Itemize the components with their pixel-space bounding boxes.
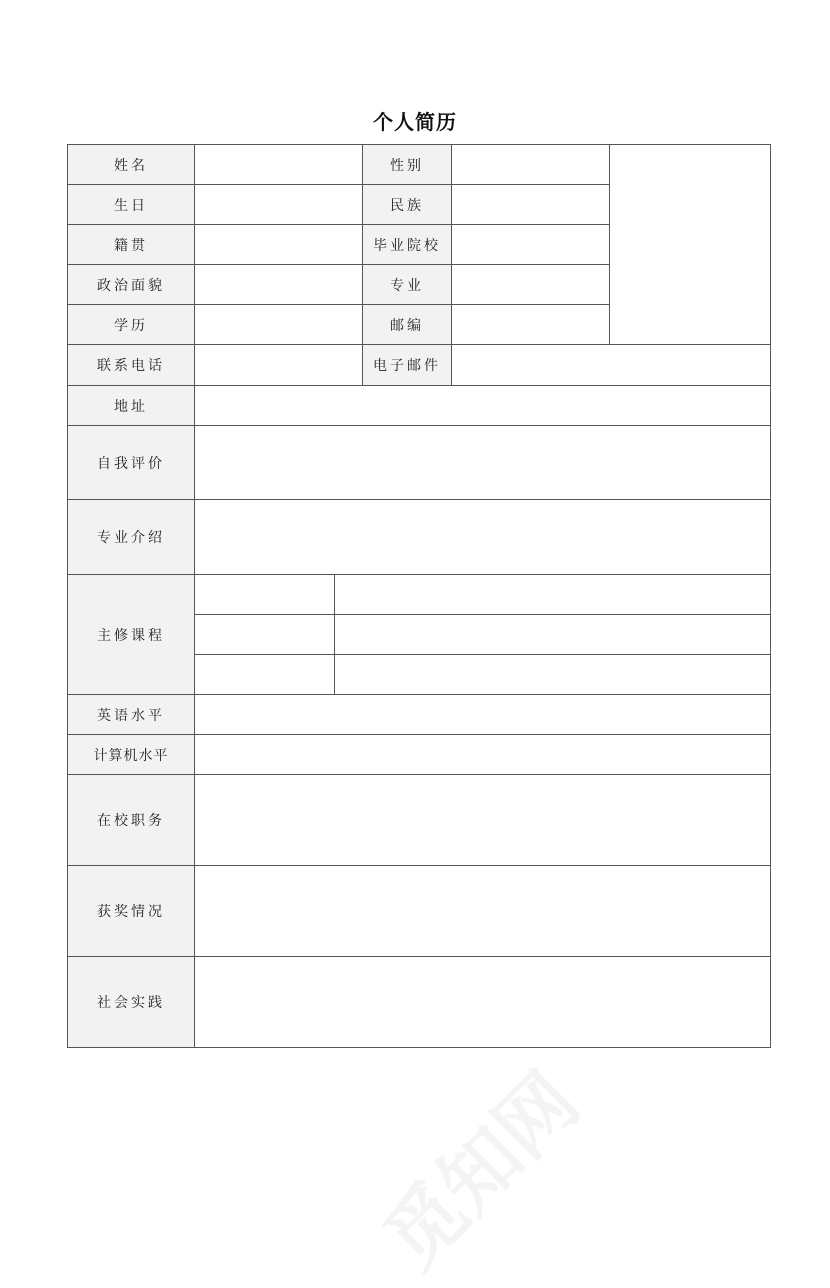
label-campus-positions: 在校职务 [68,775,195,866]
education-field[interactable] [195,305,363,345]
computer-level-field[interactable] [195,735,771,775]
label-graduate-school: 毕业院校 [363,225,452,265]
label-english-level: 英语水平 [68,695,195,735]
resume-title: 个人简历 [373,110,457,134]
label-ethnicity: 民族 [363,185,452,225]
resume-form-table [67,144,771,1048]
label-birthday: 生日 [68,185,195,225]
english-level-field[interactable] [195,695,771,735]
label-education: 学历 [68,305,195,345]
label-main-courses: 主修课程 [68,575,195,695]
label-self-evaluation: 自我评价 [68,426,195,500]
label-gender: 性别 [363,145,452,185]
address-field[interactable] [195,386,771,426]
label-major: 专业 [363,265,452,305]
course-name-field-2[interactable] [195,615,335,655]
self-evaluation-field[interactable] [195,426,771,500]
awards-field[interactable] [195,866,771,957]
label-social-practice: 社会实践 [68,957,195,1048]
native-place-field[interactable] [195,225,363,265]
course-name-field-3[interactable] [195,655,335,695]
photo-box[interactable] [610,145,771,345]
major-field[interactable] [452,265,610,305]
birthday-field[interactable] [195,185,363,225]
label-email: 电子邮件 [363,345,452,386]
campus-positions-field[interactable] [195,775,771,866]
label-name: 姓名 [68,145,195,185]
label-postcode: 邮编 [363,305,452,345]
ethnicity-field[interactable] [452,185,610,225]
label-political-status: 政治面貌 [68,265,195,305]
political-status-field[interactable] [195,265,363,305]
watermark-bottom [355,1044,600,1288]
email-field[interactable] [452,345,771,386]
course-name-field-1[interactable] [195,575,335,615]
course-detail-field-3[interactable] [335,655,771,695]
graduate-school-field[interactable] [452,225,610,265]
label-awards: 获奖情况 [68,866,195,957]
gender-field[interactable] [452,145,610,185]
label-major-intro: 专业介绍 [68,500,195,575]
label-computer-level: 计算机水平 [68,735,195,775]
course-detail-field-2[interactable] [335,615,771,655]
major-intro-field[interactable] [195,500,771,575]
label-phone: 联系电话 [68,345,195,386]
label-native-place: 籍贯 [68,225,195,265]
label-address: 地址 [68,386,195,426]
social-practice-field[interactable] [195,957,771,1048]
postcode-field[interactable] [452,305,610,345]
course-detail-field-1[interactable] [335,575,771,615]
phone-field[interactable] [195,345,363,386]
name-field[interactable] [195,145,363,185]
